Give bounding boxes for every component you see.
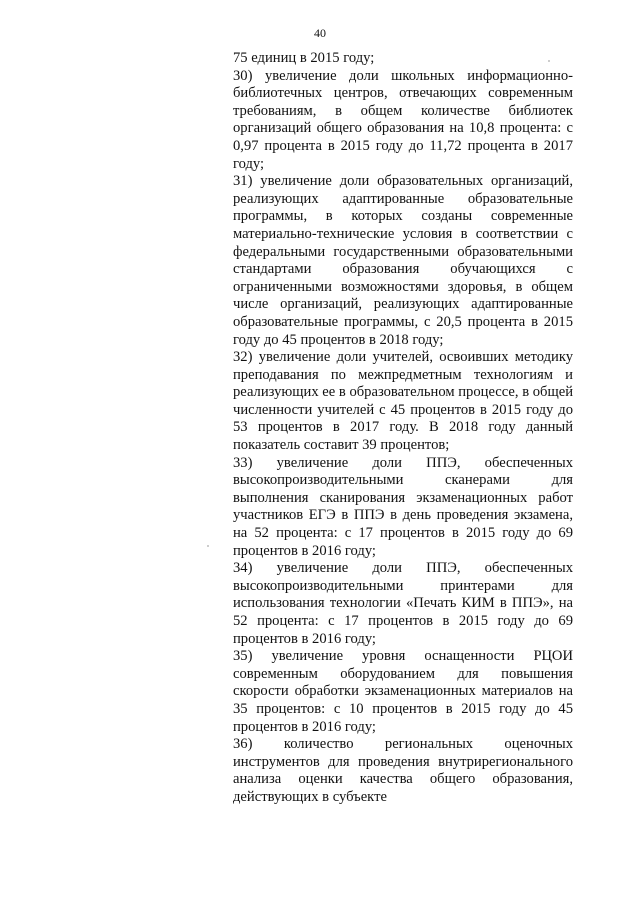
paragraph-item-32: 32) увеличение доли учителей, освоивших методику преподавания по межпредметным технологиям и реализующих ее в образовательном процессе, в общей численности учителей с 45 процентов в 2015 году до 53 процентов в 2017 году. В 2018 году данный показатель составит 39 процентов;: [233, 349, 573, 454]
page-number: 40: [314, 26, 326, 40]
paragraph-item-29-end: 75 единиц в 2015 году;: [233, 50, 375, 66]
scan-speck: [548, 60, 550, 62]
paragraph-item-34: 34) увеличение доли ППЭ, обеспеченных высокопроизводительными принтерами для использования технологии «Печать КИМ в ППЭ», на 52 процента: с 17 процентов в 2015 году до 69 процентов в 2016 году;: [233, 560, 573, 647]
paragraph-item-33: 33) увеличение доли ППЭ, обеспеченных высокопроизводительными сканерами для выполнения сканирования экзаменационных работ участников ЕГЭ в ППЭ в день проведения экзамена, на 52 процента: с 17 процентов в 2015 году до 69 процентов в 2016 году;: [233, 454, 573, 559]
paragraph-item-30: 30) увеличение доли школьных информационно-библиотечных центров, отвечающих современным требованиям, в общем количестве библиотек организаций общего образования на 10,8 процента: с 0,97 процента в 2015 году до 11,72 процента в 2017 году;: [233, 67, 573, 172]
document-body: [233, 50, 573, 807]
paragraph-item-35: 35) увеличение уровня оснащенности РЦОИ современным оборудованием для повышения скорости обработки экзаменационных материалов на 35 процентов: с 10 процентов в 2015 году до 45 процентов в 2016 году;: [233, 648, 573, 735]
scan-speck: [207, 545, 209, 547]
paragraph-item-36-start: 36) количество региональных оценочных инструментов для проведения внутрирегионального анализа оценки качества общего образования, действующих в субъекте: [233, 736, 573, 805]
paragraph-item-31: 31) увеличение доли образовательных организаций, реализующих адаптированные образовательные программы, в которых созданы современные материально-технические условия в соответствии с федеральными государственными образовательными стандартами образования обучающихся с ограниченными возможностями здоровья, в общем числе организаций, реализующих адаптированные образовательные программы, с 20,5 процента в 2015 году до 45 процентов в 2018 году;: [233, 173, 573, 348]
